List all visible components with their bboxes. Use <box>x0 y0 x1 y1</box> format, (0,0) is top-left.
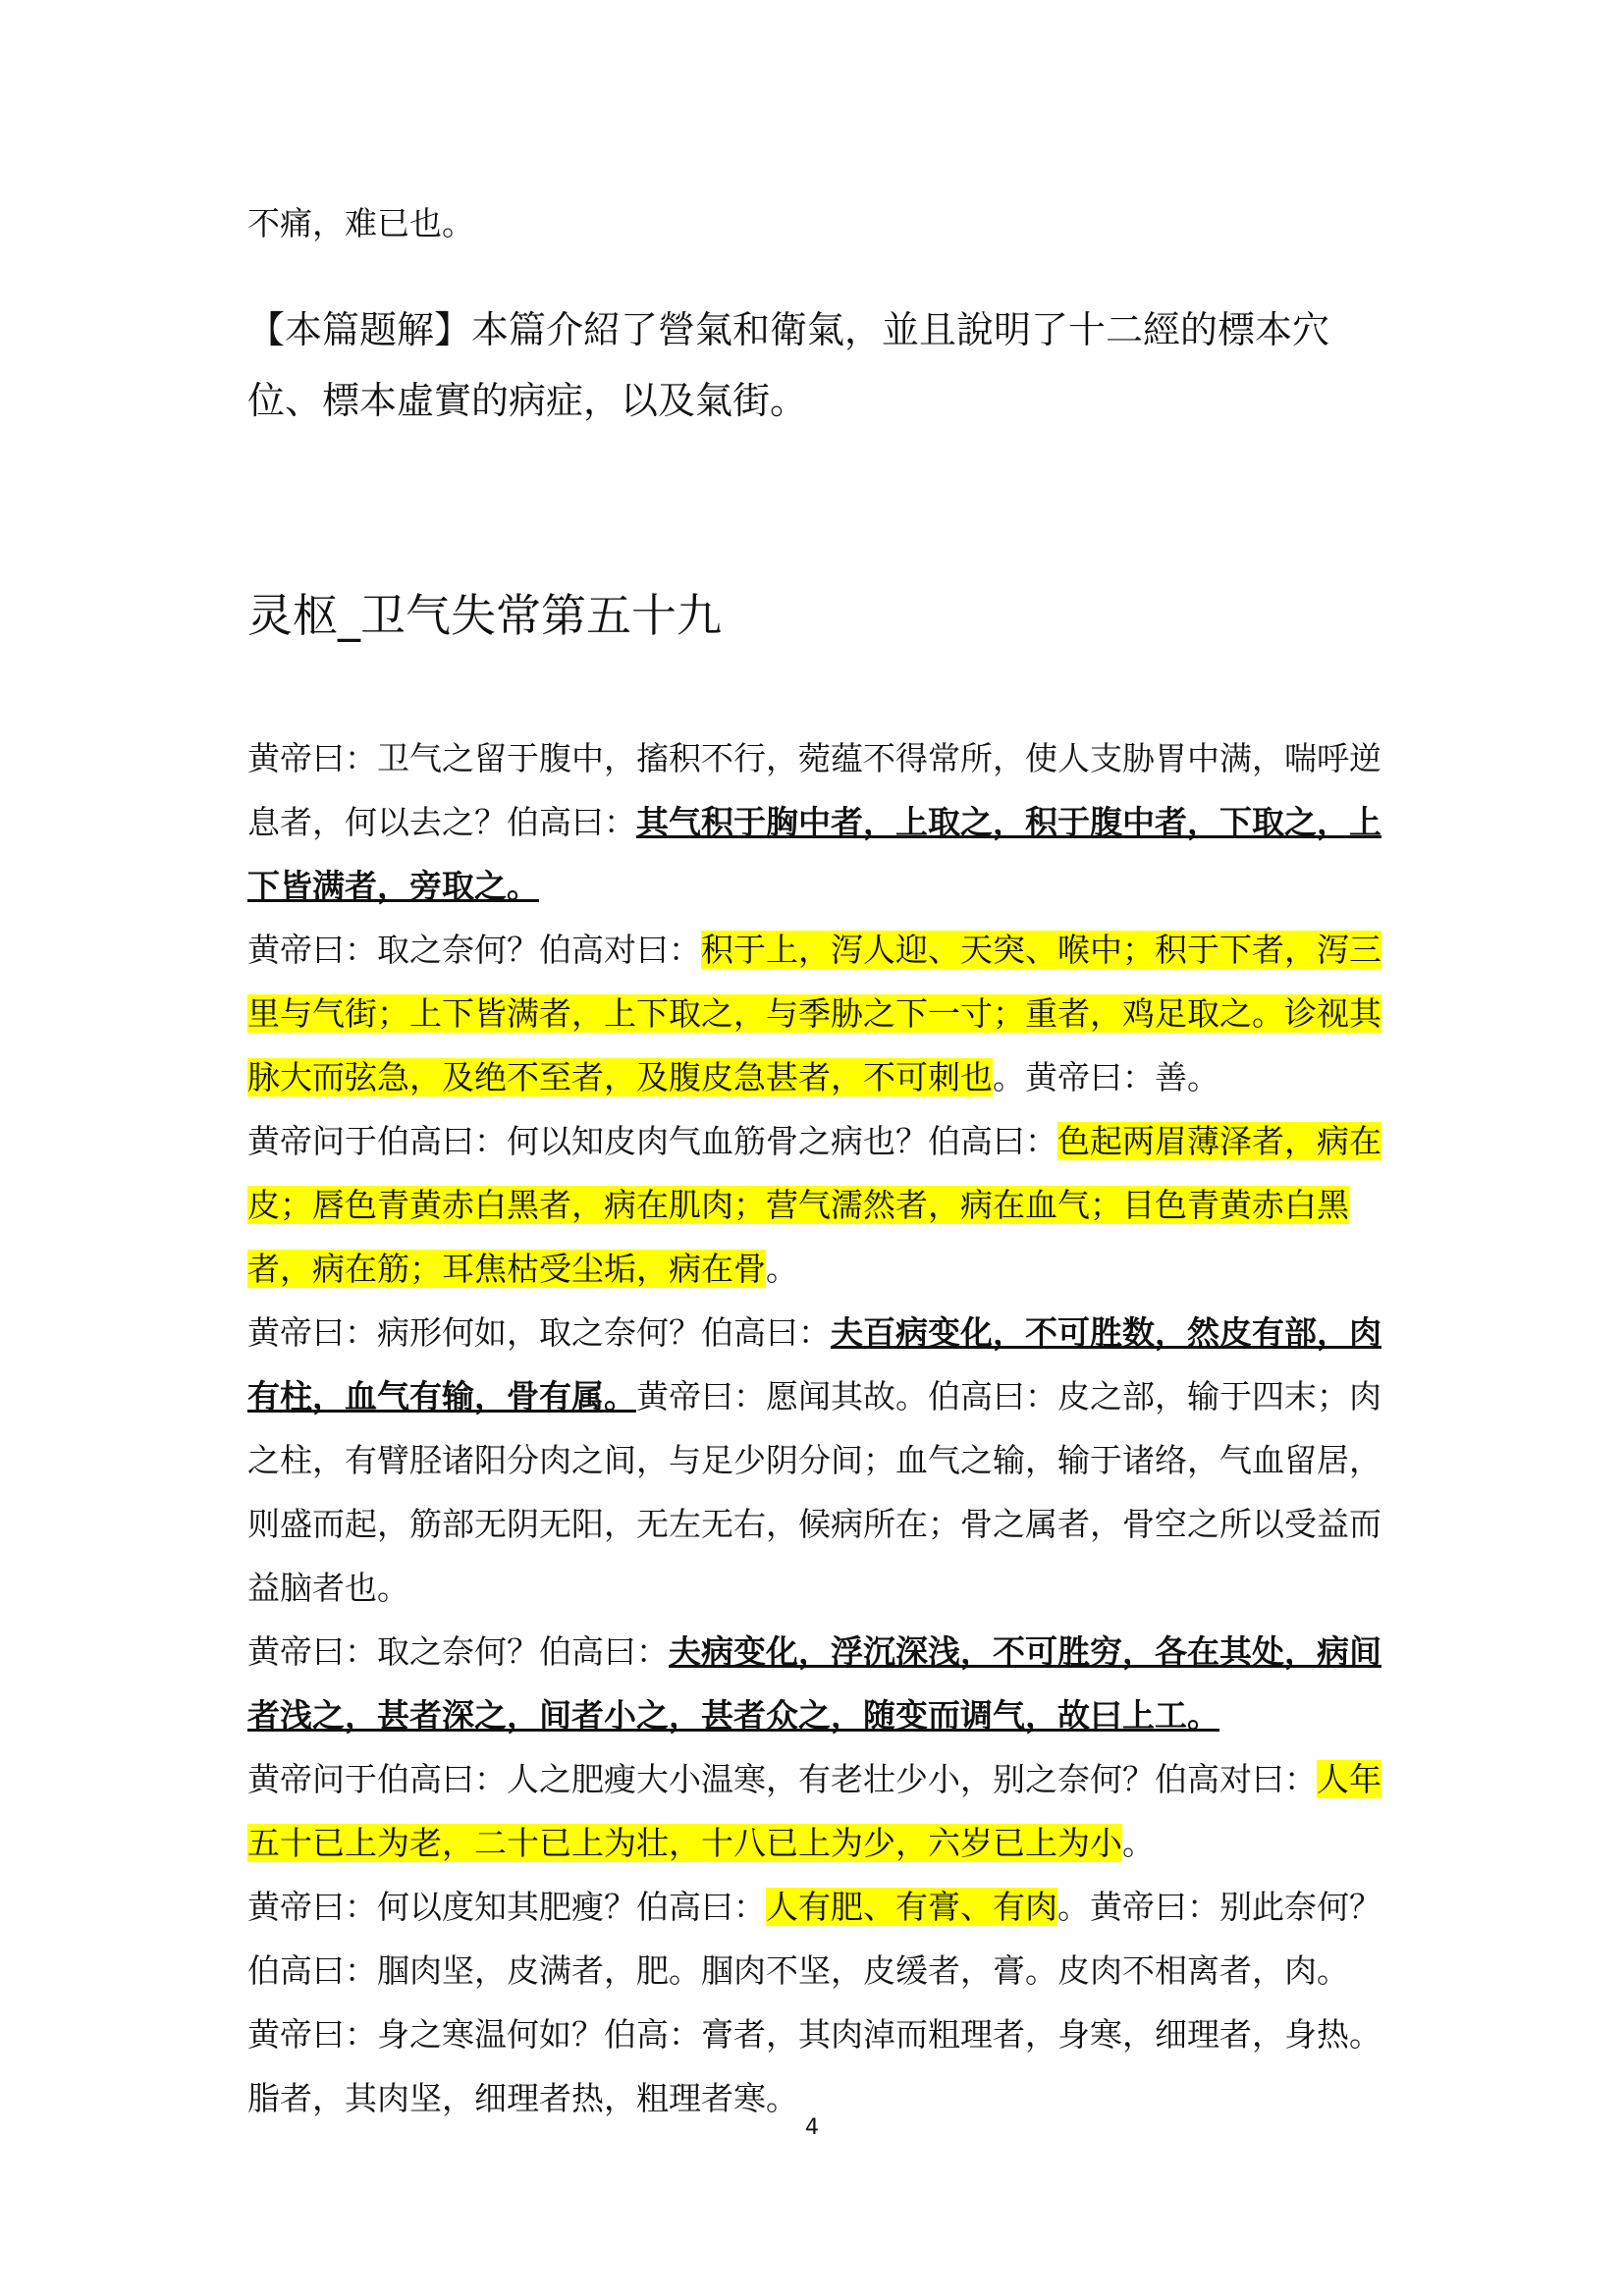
body-text <box>247 726 1396 2130</box>
text-segment: 。黄帝曰：善。 <box>993 1058 1219 1096</box>
chapter-intro: 【本篇题解】本篇介紹了營氣和衛氣，並且說明了十二經的標本穴位、標本虛實的病症，以及氣街。 <box>247 308 1330 422</box>
paragraph <box>247 1875 1396 2002</box>
highlighted-text: 积于上，泻人迎、天突、喉中；积于下者，泻三里与气街；上下皆满者，上下取之，与季胁之下一寸；重者，鸡足取之。诊视其脉大而弦急，及绝不至者，及腹皮急甚者，不可刺也 <box>247 931 1381 1096</box>
text-segment: 黄帝曰：取之奈何？伯高对曰： <box>247 931 701 969</box>
highlighted-text: 人有肥、有膏、有肉 <box>766 1888 1057 1926</box>
text-segment: 黄帝曰：何以度知其肥瘦？伯高曰： <box>247 1888 766 1926</box>
document-page <box>247 191 1396 2130</box>
chapter-title: 灵枢_卫气失常第五十九 <box>247 589 722 642</box>
bold-underlined-text: 夫百病变化，不可胜数，然皮有部，肉有柱，血气有输，骨有属。 <box>247 1313 1381 1415</box>
bold-underlined-text: 夫病变化，浮沉深浅，不可胜穷，各在其处，病间者浅之，甚者深之，间者小之，甚者众之，随变而调气，故曰上工。 <box>247 1632 1381 1735</box>
text-segment: 黄帝问于伯高曰：何以知皮肉气血筋骨之病也？伯高曰： <box>247 1122 1057 1160</box>
paragraph <box>247 1109 1396 1301</box>
paragraph <box>247 1747 1396 1875</box>
text-segment: 黄帝曰：病形何如，取之奈何？伯高曰： <box>247 1313 831 1352</box>
text-segment: 黄帝问于伯高曰：人之肥瘦大小温寒，有老壮少小，别之奈何？伯高对曰： <box>247 1760 1317 1798</box>
text-segment: 黄帝曰：取之奈何？伯高曰： <box>247 1632 669 1671</box>
paragraph <box>247 726 1396 918</box>
highlighted-text: 人年五十已上为老，二十已上为壮，十八已上为少，六岁已上为小 <box>247 1760 1381 1862</box>
lead-text: 不痛，难已也。 <box>247 204 474 242</box>
text-segment: 黄帝曰：身之寒温何如？伯高：膏者，其肉淖而粗理者，身寒，细理者，身热。脂者，其肉坚，细理者热，粗理者寒。 <box>247 2015 1381 2117</box>
text-segment: 。 <box>766 1250 798 1288</box>
paragraph <box>247 918 1396 1109</box>
page-number: 4 <box>805 2115 819 2140</box>
text-segment: 黄帝曰：卫气之留于腹中，搐积不行，菀蕴不得常所，使人支胁胃中满，喘呼逆息者，何以去之？伯高曰： <box>247 739 1381 841</box>
text-segment: 。 <box>1122 1824 1155 1862</box>
highlighted-text: 色起两眉薄泽者，病在皮；唇色青黄赤白黑者，病在肌肉；营气濡然者，病在血气；目色青黄赤白黑者，病在筋；耳焦枯受尘垢，病在骨 <box>247 1122 1381 1288</box>
bold-underlined-text: 其气积于胸中者，上取之，积于腹中者，下取之，上下皆满者，旁取之。 <box>247 803 1381 905</box>
text-segment: 。黄帝曰：别此奈何？伯高曰：腘肉坚，皮满者，肥。腘肉不坚，皮缓者，膏。皮肉不相离者，肉。 <box>247 1888 1381 1990</box>
paragraph <box>247 1301 1396 1620</box>
paragraph <box>247 2002 1396 2130</box>
paragraph <box>247 1620 1396 1747</box>
text-segment: 黄帝曰：愿闻其故。伯高曰：皮之部，输于四末；肉之柱，有臂胫诸阳分肉之间，与足少阴分间；血气之输，输于诸络，气血留居，则盛而起，筋部无阴无阳，无左无右，候病所在；骨之属者，骨空之所以受益而益脑者也。 <box>247 1377 1381 1607</box>
